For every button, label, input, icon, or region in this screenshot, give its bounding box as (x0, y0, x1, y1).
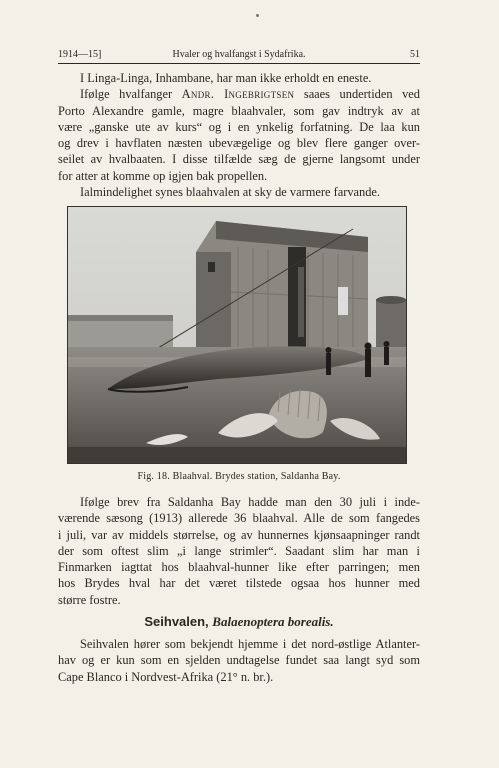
text-line: Seihvalen hører som bekjendt hjemme i det nord-østlige Atlanter- (80, 637, 420, 651)
section-title: Seihvalen, (144, 614, 213, 629)
text-block-bottom (58, 636, 420, 685)
text-run: saaes undertiden ved (294, 87, 420, 102)
text-line: hos Brydes hval har det været tilstede ogsaa hos hunner med (58, 576, 420, 591)
section-title-latin: Balaenoptera borealis. (212, 614, 334, 629)
page-number: 51 (410, 49, 420, 60)
text-line: der som oftest slim „i lange strimler“. Saadant slim har man i (58, 543, 420, 558)
figure-caption: Fig. 18. Blaahval. Brydes station, Saldanha Bay. (137, 471, 341, 482)
text-line: seilet av hvalbaaten. I disse tilfælde sæg de gjerne langsomt under (58, 152, 420, 167)
text-line (58, 86, 420, 102)
text-line: Cape Blanco i Nordvest-Afrika (21° n. br.). (58, 669, 274, 684)
running-head (58, 49, 420, 60)
text-line: for atter at komme op igjen bak propellen. (58, 168, 268, 183)
header-rule (58, 63, 420, 64)
figure-photo (67, 206, 407, 464)
text-block-middle (58, 494, 420, 608)
text-line: Finmarken iagttat hos blaahval-hunner like efter parringen; men (58, 560, 420, 575)
text-line: hav og er kun som en sjelden undtagelse fundet saa langt syd som (58, 653, 420, 668)
text-line: og drev i havflaten næsten ubevægelige og blev flere ganger over- (58, 136, 420, 151)
author-name: Andr. Ingebrigtsen (181, 87, 295, 102)
text-line: Ifølge brev fra Saldanha Bay hadde man den 30 juli i inde- (80, 495, 420, 509)
section-heading (58, 614, 420, 630)
text-line: større fostre. (58, 592, 121, 607)
text-run: Ifølge hvalfanger (80, 87, 182, 102)
text-line: Ialmindelighet synes blaahvalen at sky de varmere farvande. (80, 185, 381, 200)
text-line: værende sæsong (1913) allerede 36 blaahval. Alle de som fangedes (58, 511, 420, 526)
text-line: i juli, var av middels størrelse, og av hunnernes kjønsaapninger randt (58, 527, 420, 542)
text-line: være „ganske ute av kurs“ og i en ynkelig forfatning. De laa kun (58, 119, 420, 134)
photo-blue-whale-at-whaling-station (68, 207, 406, 463)
text-line: Porto Alexandre gamle, magre blaahvaler, som gav indtryk av at (58, 103, 420, 118)
print-speck (256, 14, 259, 17)
running-head-title: Hvaler og hvalfangst i Sydafrika. (172, 49, 306, 60)
text-block-top (58, 70, 420, 200)
text-line: I Linga-Linga, Inhambane, har man ikke erholdt en eneste. (80, 71, 372, 85)
running-head-left: 1914—15] (58, 49, 102, 60)
